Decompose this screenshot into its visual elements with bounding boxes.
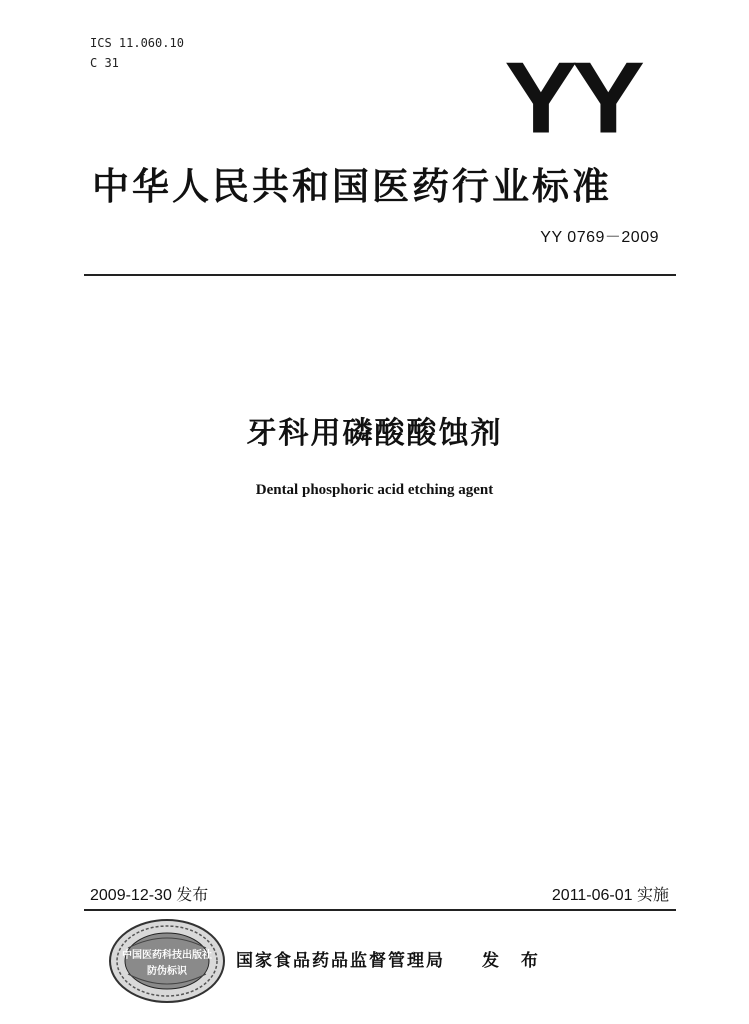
standard-title: 中华人民共和国医药行业标准: [92, 165, 612, 208]
standard-number: YY 0769－2009: [540, 229, 659, 246]
top-divider: [84, 274, 676, 276]
document-title-cn: 牙科用磷酸酸蚀剂: [246, 416, 503, 451]
ccs-code: C 31: [90, 56, 119, 70]
seal-emblem-icon: [108, 918, 226, 1004]
document-title-en: Dental phosphoric acid etching agent: [255, 482, 494, 498]
yy-mark: YY: [504, 41, 639, 155]
seal-text-bottom: 防伪标识: [147, 966, 187, 977]
publish-date: 2009-12-30 发布: [90, 887, 209, 904]
ics-code: ICS 11.060.10: [90, 36, 184, 50]
issuing-authority: 国家食品药品监督管理局: [236, 951, 445, 971]
anti-counterfeit-seal: [108, 918, 226, 1004]
issue-label: 发 布: [482, 951, 546, 971]
seal-text-top: 中国医药科技出版社: [122, 950, 212, 961]
bottom-divider: [84, 909, 676, 911]
implement-date: 2011-06-01 实施: [551, 887, 669, 904]
